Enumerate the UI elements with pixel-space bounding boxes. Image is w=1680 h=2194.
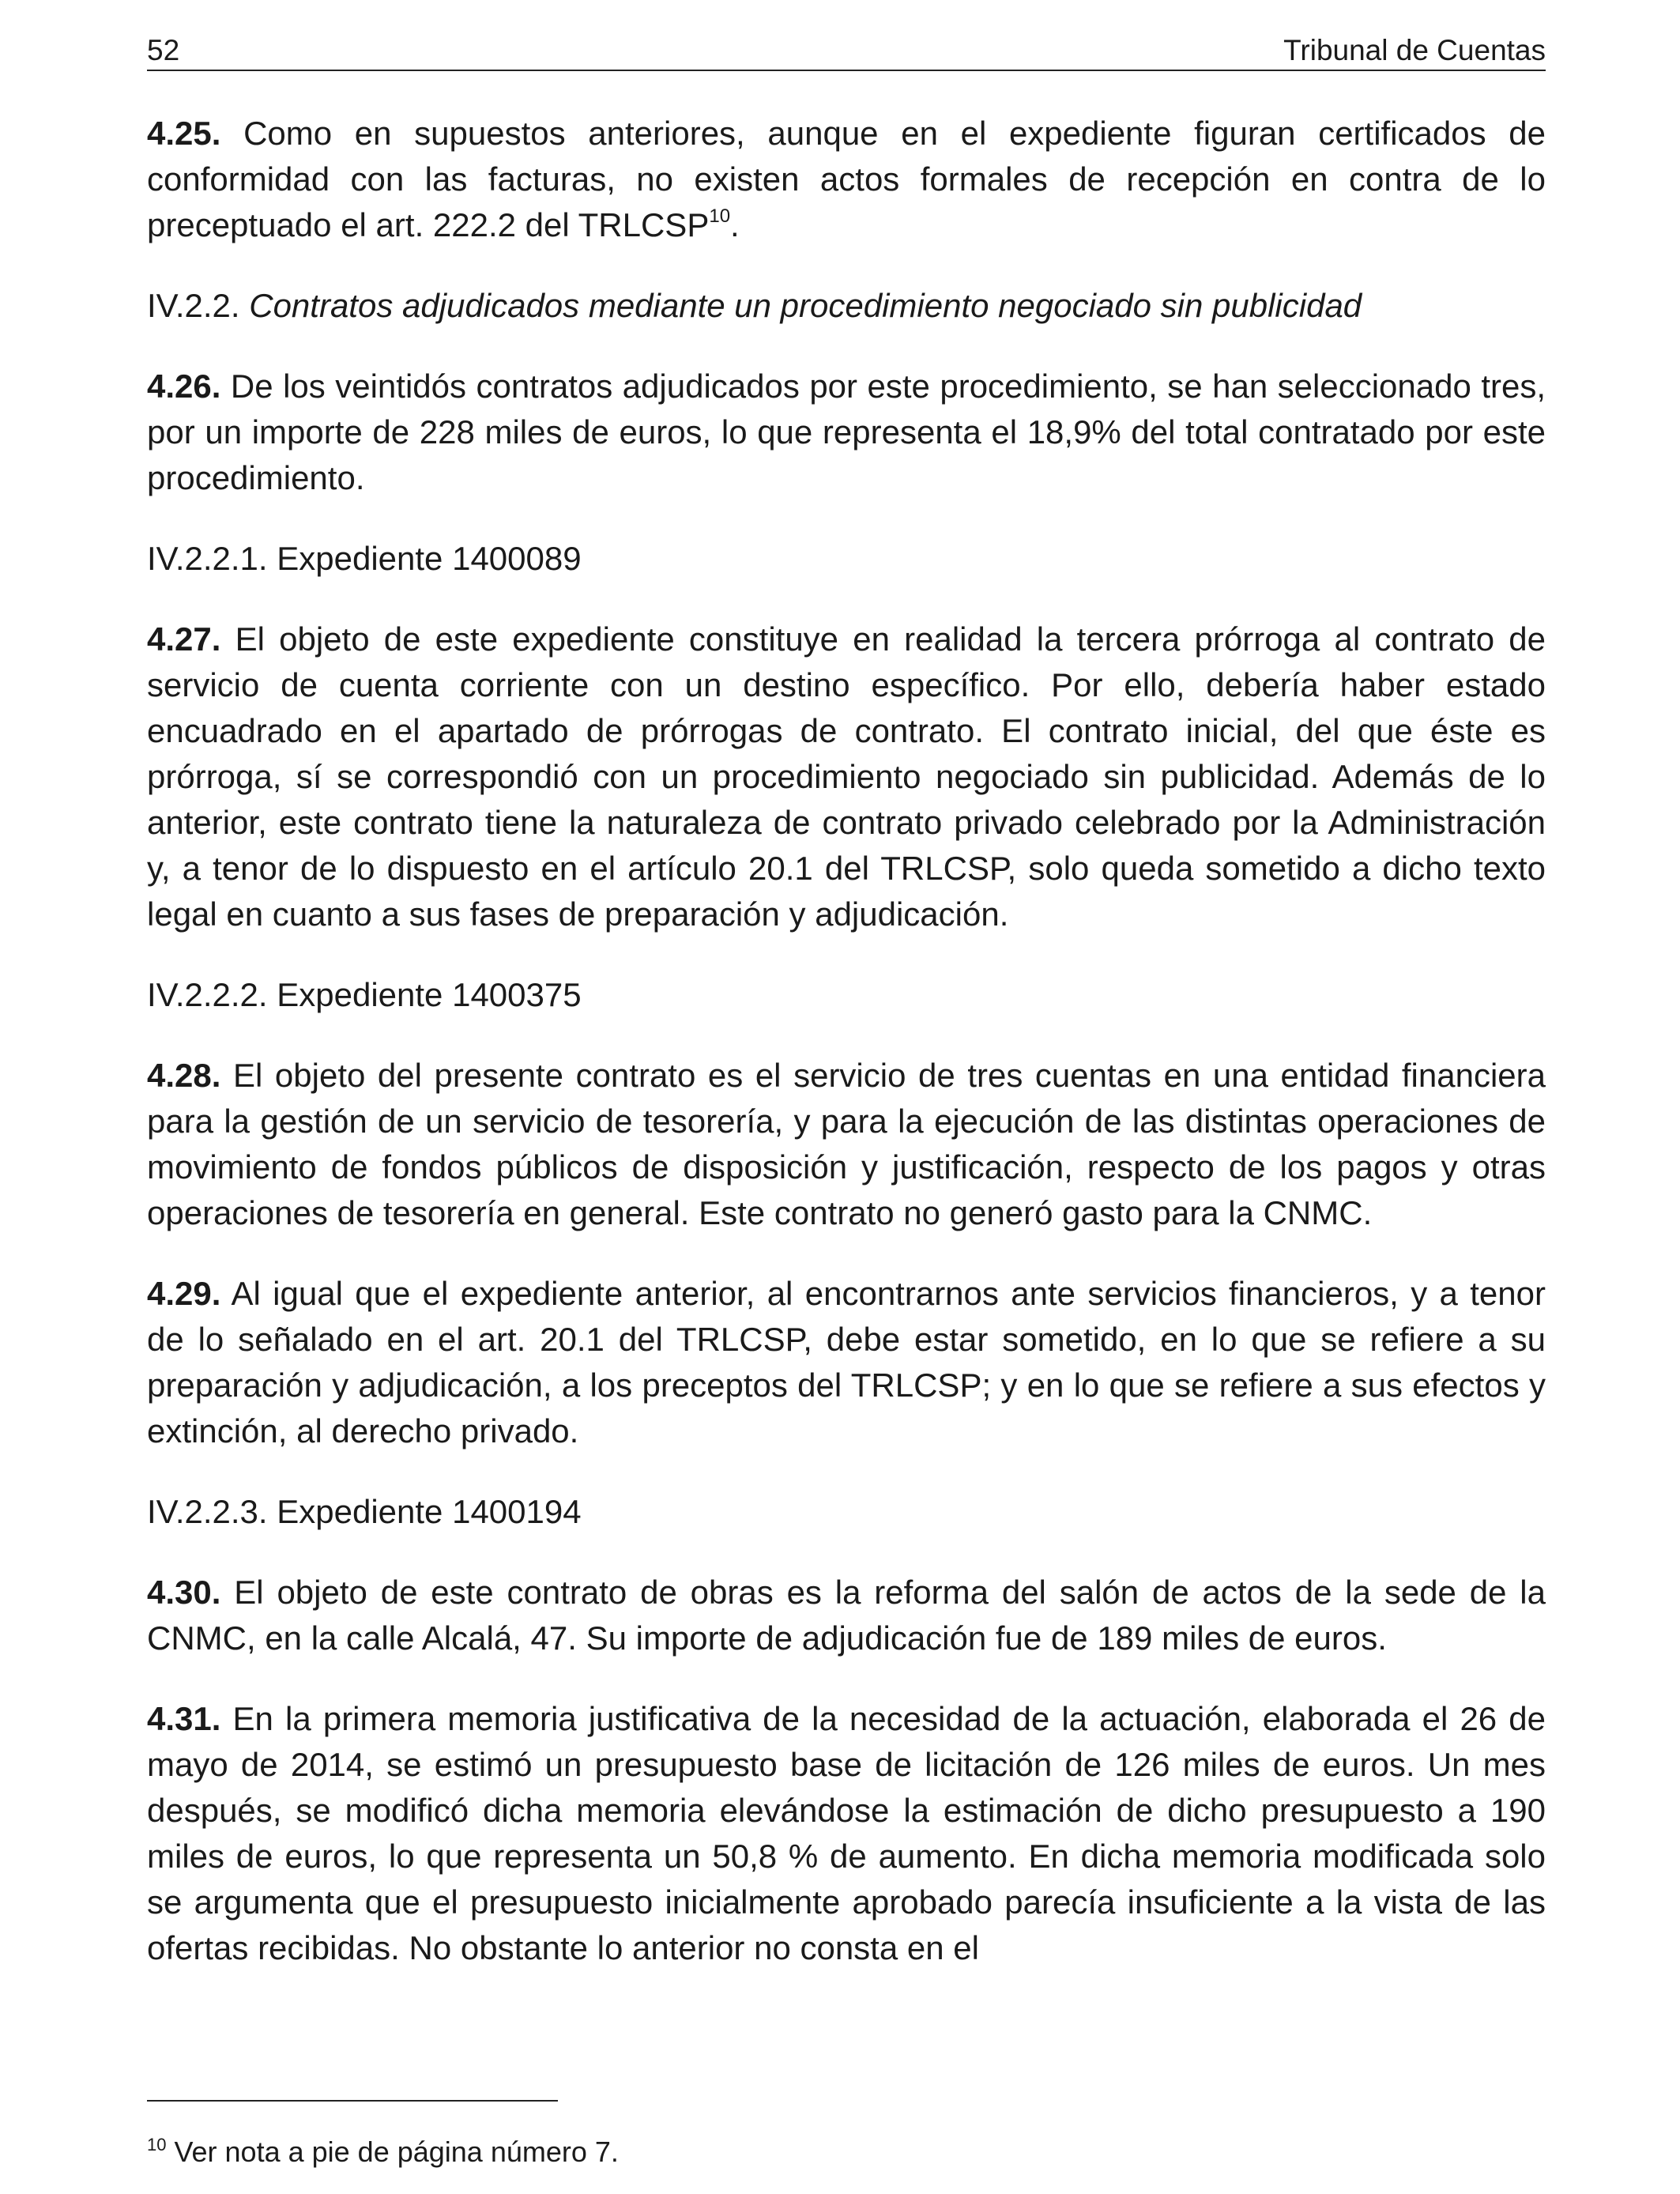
section-heading-iv-2-2-2: IV.2.2.2. Expediente 1400375 [147, 976, 582, 1013]
paragraph-text: El objeto de este expediente constituye en realidad la tercera prórroga al contrato de servicio de cuenta corriente con un destino específico. Por ello, debería haber estado encuadrado en el apartado de prórrogas de contrato. El contrato inicial, del que éste es prórroga, sí se correspondió con un procedimiento negociado sin publicidad. Además de lo anterior, este contrato tiene la naturaleza de contrato privado celebrado por la Administración y, a tenor de lo dispuesto en el artículo 20.1 del TRLCSP, solo queda sometido a dicho texto legal en cuanto a sus fases de preparación y adjudicación. [147, 620, 1546, 933]
paragraph-tail: . [730, 206, 740, 243]
paragraph-text: Como en supuestos anteriores, aunque en el expediente figuran certificados de conformidad con las facturas, no existen actos formales de recepción en contra de lo preceptuado el art. 222.2 del TRLCSP [147, 115, 1546, 243]
section-heading-iv-2-2 [147, 283, 1546, 329]
paragraph-text: El objeto del presente contrato es el servicio de tres cuentas en una entidad financiera para la gestión de un servicio de tesorería, y para la ejecución de las distintas operaciones de movimiento de fondos públicos de disposición y justificación, respecto de los pagos y otras operaciones de tesorería en general. Este contrato no generó gasto para la CNMC. [147, 1057, 1546, 1231]
page-header [147, 32, 1546, 71]
paragraph-text: El objeto de este contrato de obras es la reforma del salón de actos de la sede de la CNMC, en la calle Alcalá, 47. Su importe de adjudicación fue de 189 miles de euros. [147, 1574, 1546, 1657]
paragraph-4-28 [147, 1053, 1546, 1236]
footnote-divider [147, 2100, 558, 2102]
heading-prefix: IV.2.2. [147, 287, 240, 324]
paragraph-number: 4.26. [147, 368, 221, 405]
paragraph-number: 4.28. [147, 1057, 221, 1094]
paragraph-number: 4.27. [147, 620, 221, 658]
paragraph-text: En la primera memoria justificativa de la necesidad de la actuación, elaborada el 26 de mayo de 2014, se estimó un presupuesto base de licitación de 126 miles de euros. Un mes después, se modificó dicha memoria elevándose la estimación de dicho presupuesto a 190 miles de euros, lo que representa un 50,8 % de aumento. En dicha memoria modificada solo se argumenta que el presupuesto inicialmente aprobado parecía insuficiente a la vista de las ofertas recibidas. No obstante lo anterior no consta en el [147, 1700, 1546, 1966]
paragraph-4-27 [147, 616, 1546, 937]
paragraph-number: 4.29. [147, 1275, 221, 1312]
paragraph-text: De los veintidós contratos adjudicados por este procedimiento, se han seleccionado tres, por un importe de 228 miles de euros, lo que representa el 18,9% del total contratado por este procedimiento. [147, 368, 1546, 496]
paragraph-4-26 [147, 364, 1546, 501]
footnote-text: Ver nota a pie de página número 7. [174, 2136, 619, 2168]
paragraph-4-29 [147, 1271, 1546, 1454]
paragraph-4-31 [147, 1696, 1546, 1971]
paragraph-number: 4.30. [147, 1574, 221, 1611]
paragraph-4-30 [147, 1570, 1546, 1661]
footnote-number: 10 [147, 2135, 167, 2154]
paragraph-number: 4.31. [147, 1700, 221, 1737]
section-heading-iv-2-2-3: IV.2.2.3. Expediente 1400194 [147, 1493, 582, 1530]
footnote [147, 2134, 619, 2170]
footnote-reference[interactable]: 10 [709, 205, 731, 227]
paragraph-number: 4.25. [147, 115, 221, 152]
body-content [147, 111, 1546, 2006]
page-number: 52 [147, 34, 180, 66]
heading-title: Contratos adjudicados mediante un procedimiento negociado sin publicidad [249, 287, 1362, 324]
paragraph-text: Al igual que el expediente anterior, al encontrarnos ante servicios financieros, y a tenor de lo señalado en el art. 20.1 del TRLCSP, debe estar sometido, en lo que se refiere a su preparación y adjudicación, a los preceptos del TRLCSP; y en lo que se refiere a sus efectos y extinción, al derecho privado. [147, 1275, 1546, 1449]
paragraph-4-25 [147, 111, 1546, 248]
header-title: Tribunal de Cuentas [1283, 34, 1546, 66]
section-heading-iv-2-2-1: IV.2.2.1. Expediente 1400089 [147, 540, 582, 577]
